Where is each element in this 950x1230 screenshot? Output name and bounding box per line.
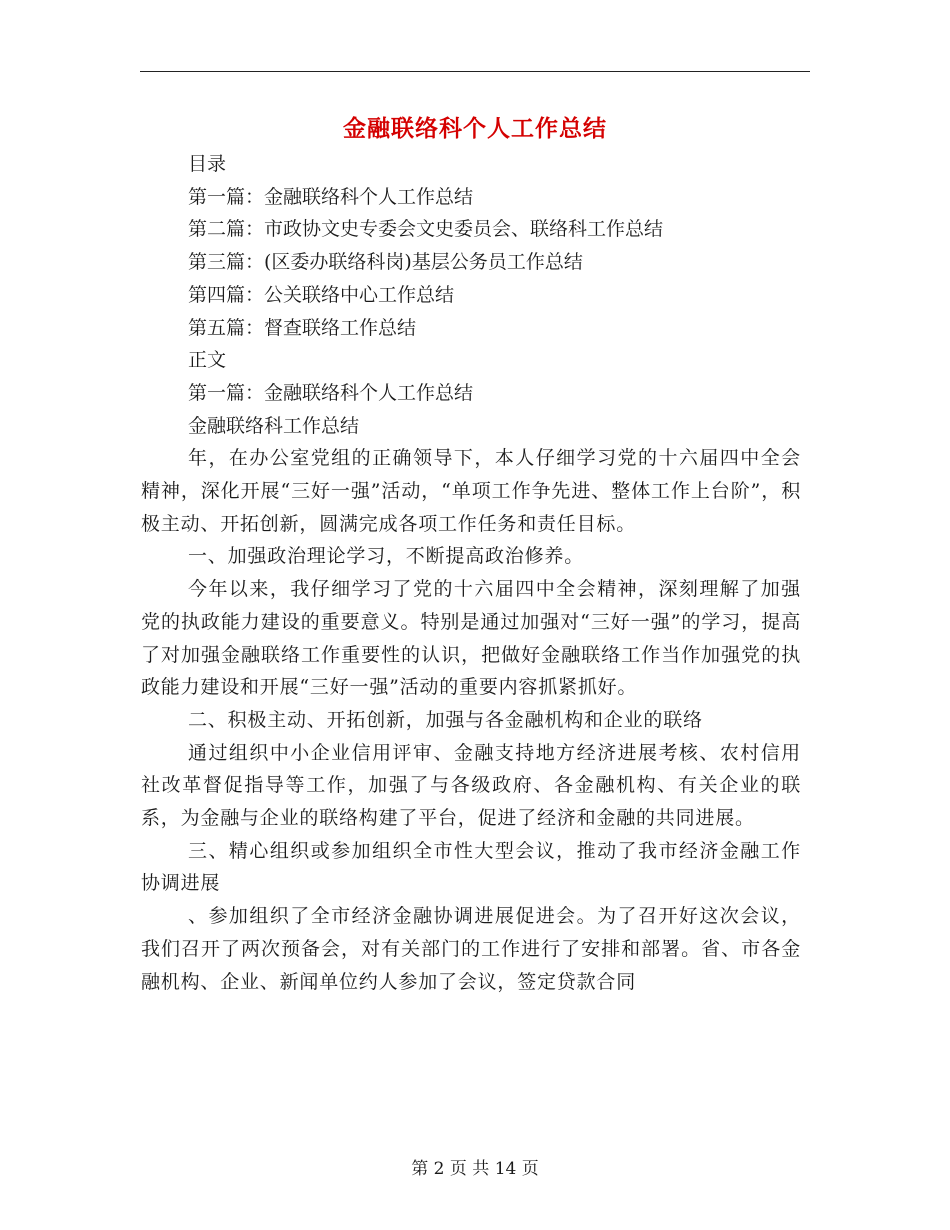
toc-item: 第一篇：金融联络科个人工作总结	[188, 185, 474, 208]
toc-item: 第二篇：市政协文史专委会文史委员会、联络科工作总结	[188, 218, 664, 241]
paragraph: 、参加组织了全市经济金融协调进展促进会。为了召开好这次会议，我们召开了两次预备会，对有关部门的工作进行了安排和部署。省、市各金融机构、企业、新闻单位约人参加了会议，签定贷款合同	[141, 905, 801, 993]
section-heading: 一、加强政治理论学习，不断提高政治修养。	[188, 545, 585, 568]
header-rule	[140, 71, 810, 72]
body-heading: 正文	[188, 349, 227, 372]
toc-item: 第五篇：督查联络工作总结	[188, 316, 417, 339]
section-subtitle: 金融联络科工作总结	[188, 414, 360, 437]
section-heading: 二、积极主动、开拓创新，加强与各金融机构和企业的联络	[188, 708, 703, 731]
document-body	[141, 148, 801, 998]
page-number: 第 2 页 共 14 页	[411, 1159, 539, 1179]
paragraph: 年，在办公室党组的正确领导下，本人仔细学习党的十六届四中全会精神，深化开展“三好一强”活动，“单项工作争先进、整体工作上台阶”，积极主动、开拓创新，圆满完成各项工作任务和责任目标。	[141, 447, 801, 535]
document-title: 金融联络科个人工作总结	[343, 116, 607, 142]
toc-item: 第三篇：(区委办联络科岗)基层公务员工作总结	[188, 251, 583, 274]
section-heading: 三、精心组织或参加组织全市性大型会议，推动了我市经济金融工作协调进展	[141, 839, 801, 895]
chapter-title: 第一篇：金融联络科个人工作总结	[188, 381, 474, 404]
paragraph: 今年以来，我仔细学习了党的十六届四中全会精神，深刻理解了加强党的执政能力建设的重要意义。特别是通过加强对“三好一强”的学习，提高了对加强金融联络工作重要性的认识，把做好金融联络工作当作加强党的执政能力建设和开展“三好一强”活动的重要内容抓紧抓好。	[141, 578, 801, 699]
paragraph: 通过组织中小企业信用评审、金融支持地方经济进展考核、农村信用社改革督促指导等工作，加强了与各级政府、各金融机构、有关企业的联系，为金融与企业的联络构建了平台，促进了经济和金融的共同进展。	[141, 741, 801, 830]
toc-item: 第四篇：公关联络中心工作总结	[188, 283, 455, 306]
toc-heading: 目录	[188, 153, 227, 175]
